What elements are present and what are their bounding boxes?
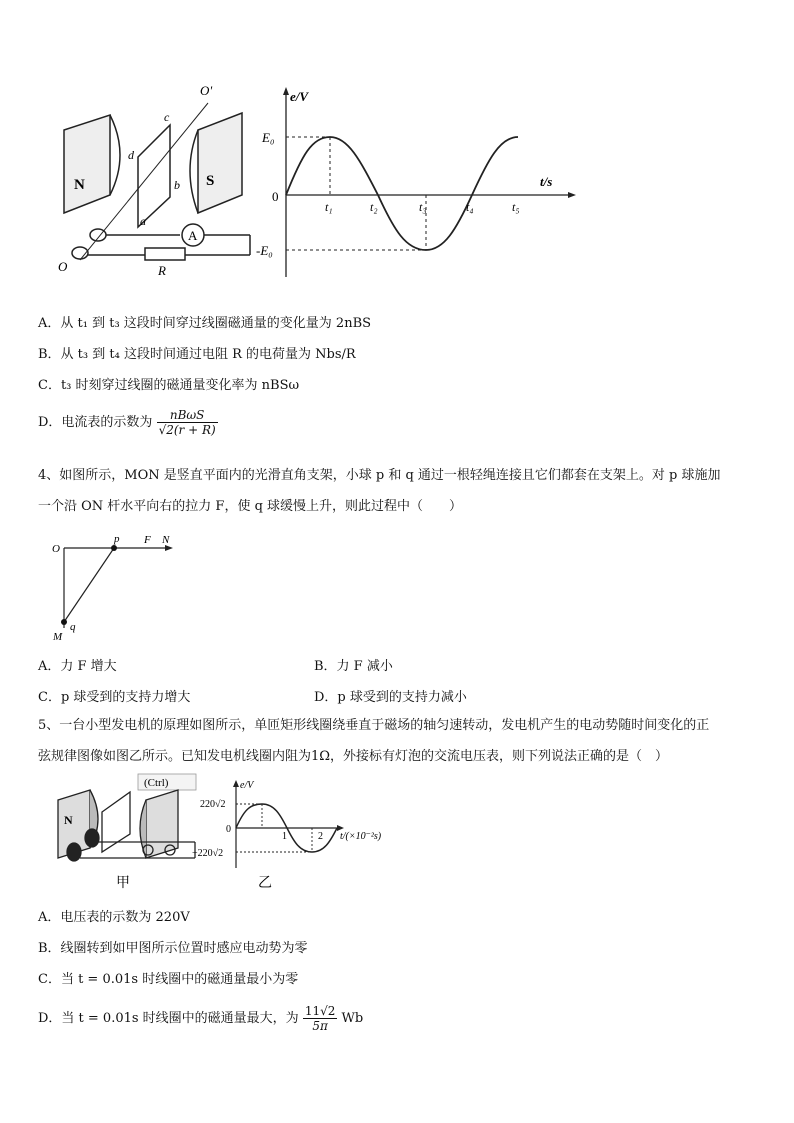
q4-label-q: q xyxy=(70,621,76,633)
q5-caption-jia: 甲 xyxy=(116,876,130,891)
q3-option-a: A．从 t₁ 到 t₃ 这段时间穿过线圈磁通量的变化量为 2nBS xyxy=(38,316,372,331)
q5-option-b: B．线圈转到如甲图所示位置时感应电动势为零 xyxy=(38,941,308,956)
q5-option-d-fraction xyxy=(303,1004,338,1033)
graph-tick-t5: t₅ xyxy=(512,200,520,214)
q5-option-d-text: D．当 t = 0.01s 时线圈中的磁通量最大，为 xyxy=(38,1011,299,1026)
graph-x-label: t/s xyxy=(540,174,553,189)
axis-label-o-top: O' xyxy=(200,85,213,98)
q3-fraction-denominator: √2(r + R) xyxy=(158,423,216,437)
graph-tick-t1: t₁ xyxy=(325,200,333,214)
graph-y-label: e/V xyxy=(290,89,309,104)
q4-stem-line2: 一个沿 ON 杆水平向右的拉力 F，使 q 球缓慢上升，则此过程中（ ） xyxy=(38,499,463,514)
coil-label-d: d xyxy=(128,148,134,162)
ammeter-label: A xyxy=(188,228,198,243)
coil-label-b: b xyxy=(174,178,180,192)
graph-neg-e0-label: -E₀ xyxy=(256,243,273,258)
q5-graph-tick-2: 2 xyxy=(318,831,323,842)
q4-label-p: p xyxy=(114,533,120,545)
q4-label-n: N xyxy=(162,534,170,546)
q5-graph-origin: 0 xyxy=(226,824,231,835)
q4-option-a: A．力 F 增大 xyxy=(38,659,117,674)
q3-option-b: B．从 t₃ 到 t₄ 这段时间通过电阻 R 的电荷量为 Nbs/R xyxy=(38,347,356,362)
q5-graph-x-label: t/(×10⁻²s) xyxy=(340,831,382,842)
figure-generator-and-graph xyxy=(50,85,590,280)
q5-magnet-n-label: N xyxy=(64,813,73,827)
q5-ctrl-tag: (Ctrl) xyxy=(144,777,169,789)
q3-option-d-fraction xyxy=(157,408,218,437)
q3-option-d xyxy=(38,408,218,437)
q5-et-graph xyxy=(233,780,344,868)
magnet-s-label: S xyxy=(206,173,215,189)
q3-fraction-numerator: nBωS xyxy=(157,408,218,423)
coil-label-a: a xyxy=(140,214,146,228)
q5-generator-sketch xyxy=(58,790,195,861)
q4-label-m: M xyxy=(53,631,63,643)
q4-label-o: O xyxy=(52,543,60,555)
q4-label-f: F xyxy=(144,534,151,546)
coil-label-c: c xyxy=(164,110,170,124)
q5-stem-line2: 弦规律图像如图乙所示。已知发电机线圈内阻为1Ω，外接标有灯泡的交流电压表，则下列说法正确的是（ ） xyxy=(38,749,669,764)
q3-option-c: C．t₃ 时刻穿过线圈的磁通量变化率为 nBSω xyxy=(38,378,300,393)
q5-figure xyxy=(50,772,400,892)
graph-tick-t4: t₄ xyxy=(466,200,474,214)
q5-option-d xyxy=(38,1004,363,1033)
q4-figure-frame xyxy=(48,532,188,644)
q4-stem-line1: 4、如图所示，MON 是竖直平面内的光滑直角支架，小球 p 和 q 通过一根轻绳连接且它们都套在支架上。对 p 球施加 xyxy=(38,468,721,483)
axis-label-o-bottom: O xyxy=(58,259,68,274)
q5-graph-tick-1: 1 xyxy=(282,831,287,842)
q4-option-c: C．p 球受到的支持力增大 xyxy=(38,690,191,705)
magnet-n-label: N xyxy=(74,177,85,193)
q5-fraction-numerator: 11√2 xyxy=(304,1004,336,1018)
resistor-label: R xyxy=(158,263,166,278)
generator-sketch xyxy=(64,103,250,260)
q5-graph-ymin: −220√2 xyxy=(192,848,224,859)
graph-tick-t3: t₃ xyxy=(419,200,427,214)
q5-caption-yi: 乙 xyxy=(258,876,272,891)
q5-graph-ymax: 220√2 xyxy=(200,799,226,810)
q5-fraction-denominator: 5π xyxy=(312,1019,328,1033)
q4-option-d: D．p 球受到的支持力减小 xyxy=(314,690,467,705)
graph-e0-label: E₀ xyxy=(262,130,275,145)
q4-option-b: B．力 F 减小 xyxy=(314,659,393,674)
q5-option-d-unit: Wb xyxy=(341,1011,364,1026)
q5-graph-y-label: e/V xyxy=(240,780,254,791)
q5-option-c: C．当 t = 0.01s 时线圈中的磁通量最小为零 xyxy=(38,972,299,987)
q5-stem-line1: 5、一台小型发电机的原理如图所示，单匝矩形线圈绕垂直于磁场的轴匀速转动，发电机产生的电动势随时间变化的正 xyxy=(38,718,710,733)
graph-tick-t2: t₂ xyxy=(370,200,378,214)
graph-origin-label: 0 xyxy=(272,189,279,204)
q3-option-d-text: D．电流表的示数为 xyxy=(38,415,153,430)
q5-option-a: A．电压表的示数为 220V xyxy=(38,910,190,925)
et-graph xyxy=(283,87,576,277)
